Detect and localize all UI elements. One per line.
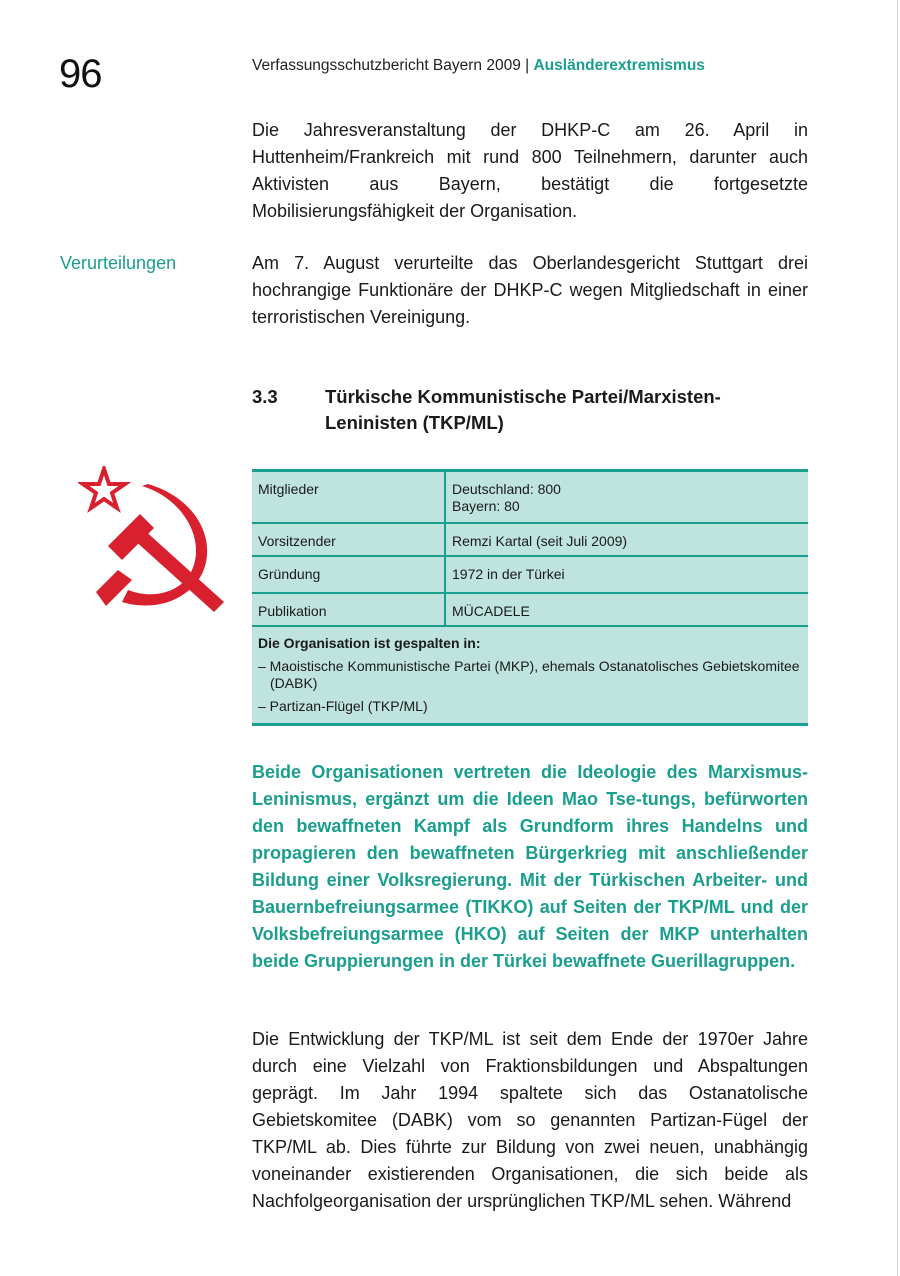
fact-key: Publikation [252, 594, 446, 625]
page-number: 96 [59, 52, 102, 96]
split-item: – Partizan-Flügel (TKP/ML) [258, 698, 428, 714]
fact-row-members [252, 472, 808, 524]
fact-value [446, 472, 808, 522]
hammer-and-sickle-with-star-icon [78, 466, 230, 612]
fact-key: Gründung [252, 557, 446, 592]
paragraph-development: Die Entwicklung der TKP/ML ist seit dem Ende der 1970er Jahre durch eine Vielzahl von Fraktionsbildungen und Abspaltungen geprägt. Im Jahr 1994 spaltete sich das Ostanatolische Gebietskomitee (DABK) vom so genannten Partizan-Fügel der TKP/ML ab. Dies führte zur Bildung von zwei neuen, unabhängig voneinander existierenden Organisationen, die sich beide als Nachfolgeorganisation der ursprünglichen TKP/ML sehen. Während [252, 1029, 808, 1211]
section-number: 3.3 [252, 386, 278, 407]
fact-value-line: Bayern: 80 [452, 498, 520, 514]
highlight-paragraph: Beide Organisationen vertreten die Ideologie des Marxismus-Leninismus, ergänzt um die Ideen Mao Tse-tungs, befürworten den bewaffneten Kampf als Grundform ihres Handelns und propagieren den bewaffneten Bürgerkrieg mit anschließender Bildung einer Volksregierung. Mit der Türkischen Arbeiter- und Bauernbefreiungsarmee (TIKKO) auf Seiten der TKP/ML und der Volksbefreiungsarmee (HKO) auf Seiten der MKP unterhalten beide Gruppierungen in der Türkei bewaffnete Guerillagruppen. [252, 762, 808, 971]
fact-value-line: Deutschland: 800 [452, 481, 561, 497]
fact-row-founded [252, 557, 808, 594]
header-separator: | [525, 57, 530, 74]
fact-value: MÜCADELE [452, 603, 530, 619]
split-info [252, 627, 808, 723]
paragraph-intro: Die Jahresveranstaltung der DHKP-C am 26. April in Huttenheim/Frankreich mit rund 800 Teilnehmern, darunter auch Aktivisten aus Bayern, bestätigt die fortgesetzte Mobilisierungsfähigkeit der Organisation. [252, 120, 808, 221]
split-title: Die Organisation ist gespalten in: [258, 635, 481, 651]
paragraph-verdicts: Am 7. August verurteilte das Oberlandesgericht Stuttgart drei hochrangige Funktionäre der DHKP-C wegen Mitgliedschaft in einer terroristischen Vereinigung. [252, 253, 808, 327]
fact-row-chairman [252, 524, 808, 557]
fact-key: Vorsitzender [252, 524, 446, 555]
fact-row-publication [252, 594, 808, 627]
publication-title: Verfassungsschutzbericht Bayern 2009 [252, 57, 521, 74]
margin-label-verdicts: Verurteilungen [60, 253, 177, 273]
section-title: Ausländerextremismus [533, 57, 705, 74]
fact-table [252, 469, 808, 726]
split-item: – Maoistische Kommunistische Partei (MKP), ehemals Ostanatolisches Gebietskomitee (DABK) [258, 658, 800, 691]
running-header [252, 57, 705, 75]
fact-value: 1972 in der Türkei [452, 566, 565, 582]
fact-key: Mitglieder [252, 472, 446, 522]
page-edge-divider [897, 0, 898, 1276]
section-heading-title: Türkische Kommunistische Partei/Marxisten-Leninisten (TKP/ML) [325, 386, 721, 433]
fact-value: Remzi Kartal (seit Juli 2009) [452, 533, 628, 549]
